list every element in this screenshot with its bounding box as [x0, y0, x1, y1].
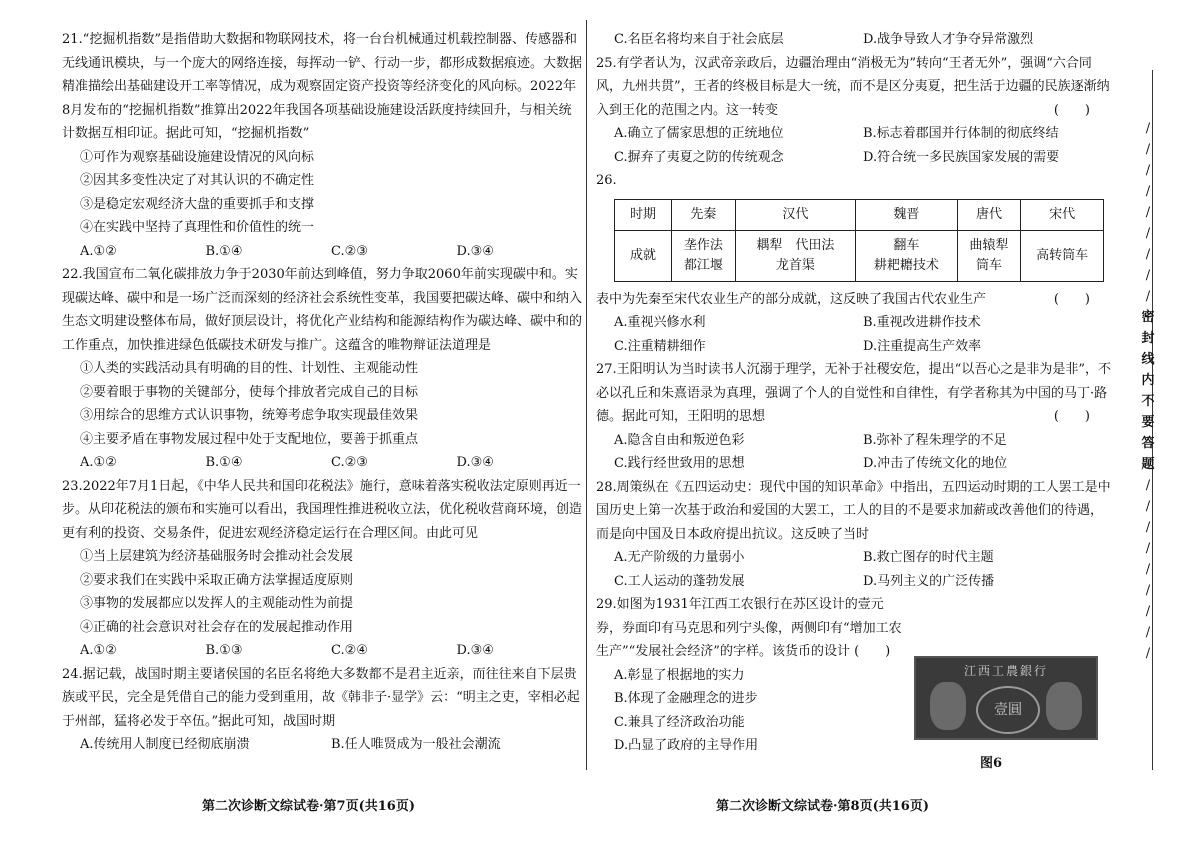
q22-choice-c: C.②③: [331, 455, 368, 470]
question-29-body: 29.如图为1931年江西工农银行在苏区设计的壹元券，券面印有马克思和列宁头像，两侧印有“增加工农生产”“发展社会经济”的字样。该货币的设计: [596, 597, 902, 659]
q27-choice-a: A.隐含自由和叛逆色彩: [614, 432, 745, 448]
q29-choice-b: B.体现了金融理念的进步: [614, 691, 758, 706]
question-25: [596, 52, 1112, 170]
q22-item-4: ④主要矛盾在事物发展过程中处于支配地位，要善于抓重点: [80, 431, 419, 447]
q23-item-1: ①当上层建筑为经济基础服务时会推动社会发展: [80, 549, 354, 564]
question-27: [596, 358, 1112, 476]
q26-choices-cd: [596, 335, 1112, 359]
q24-choice-d: D.战争导致人才争夺异常激烈: [863, 32, 1034, 47]
binding-dash: /: [1145, 163, 1151, 178]
binding-margin: [1128, 118, 1168, 664]
binding-dash: /: [1145, 625, 1151, 640]
q27-choice-d: D.冲击了传统文化的地位: [863, 456, 1008, 471]
q21-item-2: ②因其多变性决定了对其认识的不确定性: [80, 173, 315, 188]
q22-item-2: ②要着眼于事物的关键部分，使每个排放者完成自己的目标: [80, 384, 419, 400]
q24-choice-c: C.名臣名将均来自于社会底层: [614, 32, 784, 47]
binding-dash: /: [1145, 562, 1151, 577]
question-26-text: [596, 288, 1112, 312]
binding-dash: /: [1145, 289, 1151, 304]
page-divider: [586, 20, 587, 770]
question-24-text: 24.据记载，战国时期主要诸侯国的名臣名将绝大多数都不是君主近亲，而往往来自下层贵族或平民，完全是凭借自己的能力受到重用，故《韩非子·显学》云：“明主之吏，宰相必起于州部，猛将必发于卒伍。”据此可知，战国时期: [62, 666, 580, 729]
binding-label-char: 答: [1141, 436, 1155, 451]
table-header-cell: 唐代: [957, 199, 1021, 230]
q26-choice-b: B.重视改进耕作技术: [863, 315, 981, 330]
table-cell-line: 高转筒车: [1036, 247, 1089, 263]
q23-choices: [62, 639, 582, 663]
q21-choices: [62, 240, 582, 264]
question-21: [62, 28, 582, 263]
q22-choice-a: A.①②: [80, 455, 117, 470]
q21-item-4: ④在实践中坚持了真理性和价值性的统一: [80, 220, 315, 235]
question-23-text: 23.2022年7月1日起，《中华人民共和国印花税法》施行，意味着落实税收法定原则再近一步。从印花税法的颁布和实施可以看出，我国理性推进税收立法，优化税收营商环境，创造更有利的投资、交易条件，促进宏观经济稳定运行在合理区间。由此可见: [62, 478, 583, 541]
q26-choices-ab: [596, 311, 1112, 335]
q22-choice-d: D.③④: [456, 455, 494, 470]
table-header-cell: 魏晋: [856, 199, 957, 230]
q25-choices-cd: [596, 146, 1112, 170]
binding-label-char: 内: [1141, 373, 1155, 388]
q25-choice-a: A.确立了儒家思想的正统地位: [614, 126, 784, 141]
table-cell-line: 都江堰: [683, 257, 723, 273]
q26-choice-c: C.注重精耕细作: [614, 338, 706, 354]
q29-choice-a: A.彰显了根据地的实力: [614, 667, 745, 683]
binding-dash: /: [1145, 499, 1151, 514]
question-26-number: 26.: [596, 173, 617, 188]
q28-choices-cd: [596, 570, 1112, 594]
page-footer-right: 第二次诊断文综试卷·第8页(共16页): [716, 799, 929, 814]
q23-choice-d: D.③④: [456, 643, 494, 658]
table-row-label: 成就: [615, 230, 672, 281]
question-26-body: 表中为先秦至宋代农业生产的部分成就，这反映了我国古代农业生产: [596, 291, 987, 307]
q27-choices-ab: [596, 429, 1112, 453]
q21-choice-b: B.①④: [205, 243, 243, 259]
q23-item-2: ②要求我们在实践中采取正确方法掌握适度原则: [80, 572, 354, 588]
q28-choice-c: C.工人运动的蓬勃发展: [614, 573, 745, 589]
page-footer-left: 第二次诊断文综试卷·第7页(共16页): [202, 799, 415, 814]
banknote-figure: [914, 656, 1098, 740]
question-29-text: [596, 593, 906, 664]
q21-item-1: ①可作为观察基础设施建设情况的风向标: [80, 149, 315, 165]
q29-choice-c: C.兼具了经济政治功能: [614, 714, 745, 730]
question-23: [62, 475, 582, 663]
q24-choice-b: B.任人唯贤成为一般社会潮流: [331, 737, 501, 752]
binding-dash: /: [1145, 184, 1151, 199]
table-cell-line: 耦犁 代田法: [756, 237, 835, 253]
question-28: [596, 476, 1112, 594]
table-cell: [672, 230, 736, 281]
q25-choices-ab: [596, 122, 1112, 146]
table-header-cell: 先秦: [672, 199, 736, 230]
question-21-text: 21.“挖掘机指数”是指借助大数据和物联网技术，将一台台机械通过机载控制器、传感器和无线通讯模块，与一个庞大的网络连接，每挥动一铲、行动一步，都形成数据痕迹。大数据精准描绘出基础建设开工率等情况，成为观察固定资产投资等经济变化的风向标。2022年8月发布的“挖掘机指数”推算出2022年我国各项基础设施建设活跃度持续回升，与相关统计数据互相印证。据此可知，“挖掘机指数”: [62, 32, 583, 141]
q29-choice-d: D.凸显了政府的主导作用: [614, 738, 759, 753]
banknote-denomination: 壹圓: [976, 686, 1040, 734]
table-cell: [1021, 230, 1104, 281]
binding-dash: /: [1145, 247, 1151, 262]
figure-caption: 图6: [980, 756, 1003, 771]
question-25-text: [596, 52, 1112, 123]
binding-dash: /: [1145, 520, 1151, 535]
table-cell-line: 筒车: [975, 257, 1002, 273]
binding-label-char: 要: [1141, 415, 1155, 430]
binding-dash: /: [1145, 226, 1151, 241]
binding-dash: /: [1145, 541, 1151, 556]
question-29: [596, 593, 906, 758]
q27-choices-cd: [596, 452, 1112, 476]
question-27-body: 27.王阳明认为当时读书人沉溺于理学，无补于社稷安危，提出“以吾心之是非为是非”，不必以孔丘和朱熹语录为真理，强调了个人的自觉性和自律性，有学者称其为中国的马丁·路德。据此可知，王阳明的思想: [596, 362, 1111, 424]
q25-choice-d: D.符合统一多民族国家发展的需要: [863, 149, 1060, 165]
q24-choice-a: A.传统用人制度已经彻底崩溃: [80, 737, 250, 752]
agriculture-table: [614, 199, 1104, 282]
question-22-text: 22.我国宣布二氧化碳排放力争于2030年前达到峰值，努力争取2060年前实现碳中和。实现碳达峰、碳中和是一场广泛而深刻的经济社会系统性变革，我国要把碳达峰、碳中和纳入生态文明建设整体布局，做好顶层设计，将优化产业结构和能源结构作为碳达峰、碳中和的工作重点，加快推进绿色低碳技术研发与推广。这蕴含的唯物辩证法道理是: [62, 267, 583, 353]
binding-label-char: 题: [1141, 457, 1155, 472]
q23-choice-a: A.①②: [80, 643, 117, 658]
table-cell-line: 垄作法: [683, 237, 723, 253]
table-row: [615, 230, 1104, 281]
q21-item-3: ③是稳定宏观经济大盘的重要抓手和支撑: [80, 196, 315, 212]
question-28-text: 28.周策纵在《五四运动史：现代中国的知识革命》中指出，五四运动时期的工人罢工是中国历史上第一次基于政治和爱国的大罢工，工人的目的不是要求加薪或改善他们的待遇，而是向中国及日本政府提出抗议。这反映了当时: [596, 479, 1111, 542]
q22-item-1: ①人类的实践活动具有明确的目的性、计划性、主观能动性: [80, 361, 419, 376]
q28-choice-b: B.救亡图存的时代主题: [863, 550, 994, 565]
binding-dash: /: [1145, 142, 1151, 157]
table-cell-line: 曲辕犁: [969, 237, 1009, 253]
binding-label-char: 封: [1141, 331, 1155, 346]
q23-item-3: ③事物的发展都应以发挥人的主观能动性为前提: [80, 596, 354, 611]
table-cell: [957, 230, 1021, 281]
binding-dash: /: [1145, 646, 1151, 661]
binding-dash: /: [1145, 268, 1151, 283]
answer-paren: ( ): [1053, 409, 1090, 424]
question-22: [62, 263, 582, 475]
q23-choice-c: C.②④: [331, 643, 368, 658]
q28-choices-ab: [596, 546, 1112, 570]
table-cell: [856, 230, 957, 281]
q26-choice-a: A.重视兴修水利: [614, 315, 706, 330]
question-26: [596, 169, 1112, 358]
q28-choice-a: A.无产阶级的力量弱小: [614, 550, 745, 565]
binding-dash: /: [1145, 121, 1151, 136]
binding-dash: /: [1145, 478, 1151, 493]
q22-choices: [62, 451, 582, 475]
binding-dash: /: [1145, 205, 1151, 220]
q28-choice-d: D.马列主义的广泛传播: [863, 573, 995, 589]
table-header-cell: 汉代: [735, 199, 855, 230]
question-24: [62, 663, 582, 757]
q27-choice-c: C.践行经世致用的思想: [614, 456, 745, 471]
q25-choice-c: C.摒弃了夷夏之防的传统观念: [614, 149, 784, 165]
answer-paren: ( ): [1053, 291, 1090, 307]
answer-paren: ( ): [1053, 102, 1090, 118]
q25-choice-b: B.标志着郡国并行体制的彻底终结: [863, 126, 1059, 141]
binding-label-char: 密: [1141, 310, 1155, 325]
banknote-banner: 江西工農銀行: [963, 664, 1048, 678]
q23-item-4: ④正确的社会意识对社会存在的发展起推动作用: [80, 619, 354, 635]
q21-choice-c: C.②③: [331, 243, 368, 259]
q24-choices-cd: [596, 28, 1112, 52]
question-27-text: [596, 358, 1112, 429]
portrait-lenin: [1046, 682, 1082, 730]
q22-item-3: ③用综合的思维方式认识事物，统筹考虑争取实现最佳效果: [80, 408, 419, 423]
right-column: [596, 28, 1112, 758]
portrait-marx: [930, 682, 966, 730]
table-cell-line: 翻车: [893, 237, 920, 253]
q21-choice-d: D.③④: [456, 243, 494, 259]
binding-dash: /: [1145, 604, 1151, 619]
table-header-cell: 时期: [615, 199, 672, 230]
table-cell-line: 龙首渠: [775, 257, 815, 273]
table-cell: [735, 230, 855, 281]
left-column: [62, 28, 582, 757]
q21-choice-a: A.①②: [80, 243, 117, 259]
table-header-row: [615, 199, 1104, 230]
answer-paren: ( ): [854, 644, 891, 659]
q27-choice-b: B.弥补了程朱理学的不足: [863, 432, 1007, 448]
binding-label-char: 线: [1141, 352, 1155, 367]
q22-choice-b: B.①④: [205, 455, 243, 470]
q24-choices-ab: [62, 733, 582, 757]
binding-dash: /: [1145, 583, 1151, 598]
question-25-body: 25.有学者认为，汉武帝亲政后，边疆治理由“消极无为”转向“王者无外”，强调“六合同风，九州共贯”，王者的终极目标是大一统，而不是区分夷夏，把生活于边疆的民族逐渐纳入到王化的范围之内。这一转变: [596, 55, 1110, 118]
q23-choice-b: B.①③: [205, 643, 243, 658]
binding-label-char: 不: [1141, 394, 1155, 409]
table-cell-line: 耕耙耱技术: [873, 257, 939, 273]
table-header-cell: 宋代: [1021, 199, 1104, 230]
q26-choice-d: D.注重提高生产效率: [863, 338, 982, 354]
